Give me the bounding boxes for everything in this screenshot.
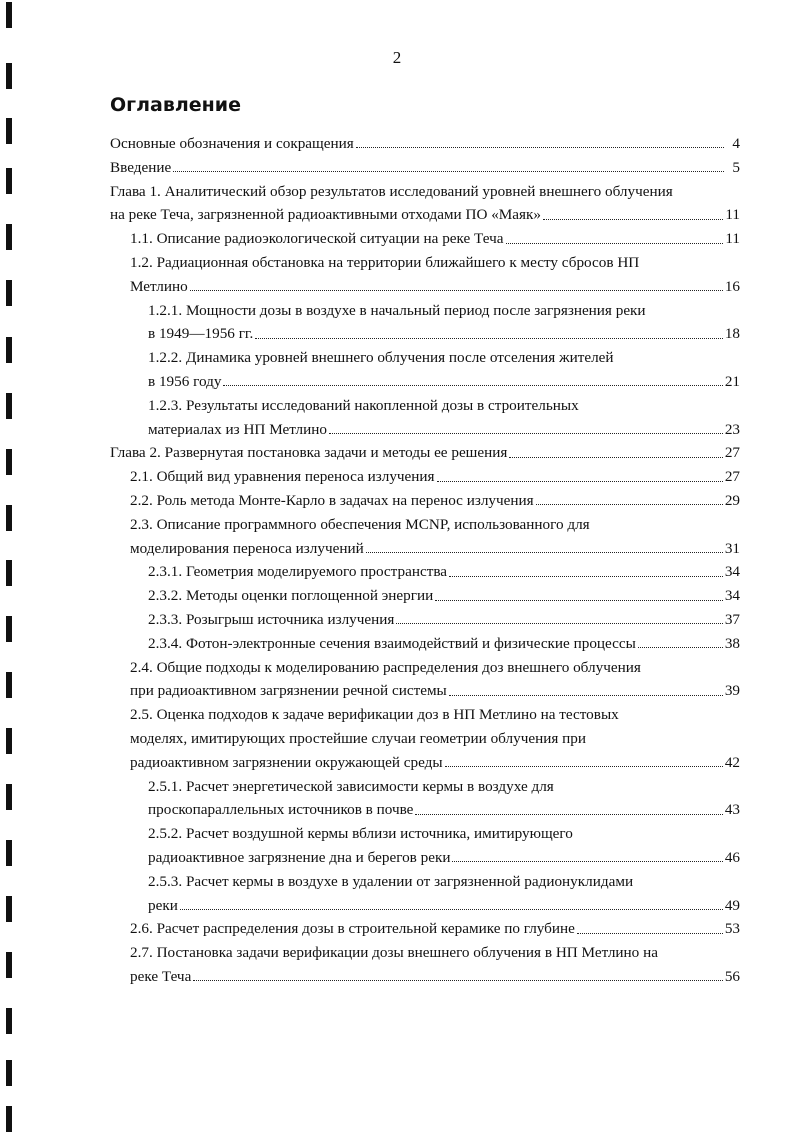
dot-leader [543, 219, 723, 220]
toc-entry-line [110, 441, 740, 465]
scan-margin-bars [0, 0, 20, 1133]
toc-entry[interactable] [110, 513, 740, 561]
toc-page-number: 34 [724, 587, 740, 605]
dot-leader [223, 385, 722, 386]
toc-entry-line [130, 965, 740, 989]
scan-bar [6, 118, 12, 144]
toc-entry[interactable] [110, 870, 740, 918]
scan-bar [6, 393, 12, 419]
toc-entry-text: 2.5.1. Расчет энергетической зависимости кермы в воздухе для [148, 777, 554, 795]
toc-entry[interactable] [110, 775, 740, 823]
scan-bar [6, 224, 12, 250]
toc-entry-line [130, 489, 740, 513]
toc-entry-text: при радиоактивном загрязнении речной системы [130, 682, 447, 700]
scan-bar [6, 168, 12, 194]
toc-entry-text: 2.3.3. Розыгрыш источника излучения [148, 610, 395, 628]
toc-entry-line [110, 203, 740, 227]
toc-entry-text: в 1956 году [148, 372, 222, 390]
toc-entry[interactable] [110, 441, 740, 465]
dot-leader [445, 766, 723, 767]
toc-entry-text: 1.2.1. Мощности дозы в воздухе в начальный период после загрязнения реки [148, 301, 646, 319]
toc-page-number: 5 [732, 158, 740, 176]
dot-leader [449, 576, 723, 577]
toc-entry-line [130, 465, 740, 489]
toc-entry-line [110, 156, 740, 180]
toc-entry[interactable] [110, 132, 740, 156]
toc-page-number: 11 [725, 206, 740, 224]
toc-page-number: 27 [724, 468, 740, 486]
toc-entry-text: 2.5.2. Расчет воздушной кермы вблизи источника, имитирующего [148, 825, 573, 843]
toc-page-number: 4 [732, 135, 740, 152]
toc-page-number: 38 [724, 634, 740, 652]
toc-page-number: 34 [724, 563, 740, 581]
toc-entry-text: радиоактивное загрязнение дна и берегов реки [148, 848, 451, 866]
toc-page-number: 16 [724, 277, 740, 295]
scan-bar [6, 672, 12, 698]
scan-bar [6, 1106, 12, 1132]
toc-entry[interactable] [110, 632, 740, 656]
toc-entry[interactable] [110, 251, 740, 299]
toc-entry-text: на реке Теча, загрязненной радиоактивными отходами ПО «Маяк» [110, 206, 542, 224]
toc-entry-line [130, 917, 740, 941]
toc-page-number: 27 [724, 444, 740, 462]
dot-leader [449, 695, 723, 696]
toc-entry-text: моделирования переноса излучений [130, 539, 364, 557]
scan-bar [6, 784, 12, 810]
scan-bar [6, 337, 12, 363]
toc-title: Оглавление [110, 94, 241, 116]
scan-bar [6, 840, 12, 866]
toc-entry-text: моделях, имитирующих простейшие случаи геометрии облучения при [130, 729, 586, 747]
toc-entry-text: 2.5. Оценка подходов к задаче верификации доз в НП Метлино на тестовых [130, 706, 619, 724]
toc-entry[interactable] [110, 917, 740, 941]
scan-bar [6, 616, 12, 642]
toc-entry-text: материалах из НП Метлино [148, 420, 327, 438]
toc-entry-line [130, 275, 740, 299]
toc-entry-line [130, 679, 740, 703]
toc-entry-text: 2.1. Общий вид уравнения переноса излучения [130, 468, 435, 486]
toc-entry-text: в 1949—1956 гг. [148, 325, 254, 343]
toc-entry-text: Основные обозначения и сокращения [110, 135, 354, 152]
toc-entry-text: радиоактивном загрязнении окружающей среды [130, 753, 443, 771]
toc-entry[interactable] [110, 703, 740, 774]
scan-bar [6, 560, 12, 586]
toc-entry-line [148, 560, 740, 584]
toc-entry-text: реки [148, 896, 178, 914]
toc-entry[interactable] [110, 465, 740, 489]
dot-leader [396, 623, 722, 624]
toc-page-number: 21 [724, 372, 740, 390]
dot-leader [437, 481, 723, 482]
toc-entry[interactable] [110, 608, 740, 632]
toc-page-number: 11 [725, 230, 740, 248]
toc-page-number: 53 [724, 920, 740, 938]
toc-entry-line [148, 418, 740, 442]
toc-entry[interactable] [110, 156, 740, 180]
toc-entry-line [148, 322, 740, 346]
toc-entry[interactable] [110, 584, 740, 608]
toc-entry-text: 2.3.4. Фотон-электронные сечения взаимодействий и физические процессы [148, 634, 636, 652]
toc-entry[interactable] [110, 394, 740, 442]
toc-entry[interactable] [110, 489, 740, 513]
dot-leader [366, 552, 723, 553]
toc-entry-text: Метлино [130, 277, 188, 295]
toc-entry[interactable] [110, 180, 740, 228]
toc-entry-text: 2.3.1. Геометрия моделируемого пространства [148, 563, 448, 581]
toc-page-number: 18 [724, 325, 740, 343]
dot-leader [452, 861, 722, 862]
toc-entry-line [148, 894, 740, 918]
toc-entry-line [130, 227, 740, 251]
toc-entry-line [148, 584, 740, 608]
toc-entry[interactable] [110, 560, 740, 584]
toc-entry-text: 2.2. Роль метода Монте-Карло в задачах на перенос излучения [130, 491, 534, 509]
toc-entry-text: Глава 1. Аналитический обзор результатов исследований уровней внешнего облучения [110, 182, 673, 200]
toc-page-number: 29 [724, 491, 740, 509]
toc-page-number: 56 [724, 967, 740, 985]
toc-entry-line [148, 846, 740, 870]
dot-leader [173, 171, 724, 172]
dot-leader [356, 147, 724, 148]
toc-page-number: 31 [724, 539, 740, 557]
toc-entry-text: 1.2.2. Динамика уровней внешнего облучения после отселения жителей [148, 349, 614, 367]
toc-entry-line [110, 132, 740, 156]
scan-bar [6, 728, 12, 754]
scan-bar [6, 952, 12, 978]
scan-bar [6, 896, 12, 922]
scan-bar [6, 505, 12, 531]
toc-page-number: 42 [724, 753, 740, 771]
dot-leader [180, 909, 723, 910]
scan-bar [6, 280, 12, 306]
toc-page-number: 46 [724, 848, 740, 866]
toc-entry-text: 2.6. Расчет распределения дозы в строительной керамике по глубине [130, 920, 575, 938]
dot-leader [506, 243, 724, 244]
toc-entry-text: 1.2.3. Результаты исследований накопленной дозы в строительных [148, 396, 579, 414]
scan-bar [6, 1008, 12, 1034]
dot-leader [638, 647, 723, 648]
table-of-contents [110, 132, 740, 989]
toc-entry[interactable] [110, 227, 740, 251]
toc-entry[interactable] [110, 822, 740, 870]
toc-entry-text: 1.2. Радиационная обстановка на территории ближайшего к месту сбросов НП [130, 253, 640, 271]
toc-entry-text: проскопараллельных источников в почве [148, 801, 414, 819]
toc-entry[interactable] [110, 656, 740, 704]
dot-leader [509, 457, 722, 458]
toc-entry-text: 2.7. Постановка задачи верификации дозы внешнего облучения в НП Метлино на [130, 944, 658, 962]
toc-entry-text: 1.1. Описание радиоэкологической ситуации на реке Теча [130, 230, 504, 248]
toc-page-number: 37 [724, 610, 740, 628]
toc-entry-text: реке Теча [130, 967, 192, 985]
toc-entry-line [148, 798, 740, 822]
toc-entry-text: 2.4. Общие подходы к моделированию распределения доз внешнего облучения [130, 658, 641, 676]
toc-entry-text: 2.3. Описание программного обеспечения MCNP, использованного для [130, 515, 590, 533]
dot-leader [190, 290, 723, 291]
scan-bar [6, 449, 12, 475]
toc-entry[interactable] [110, 299, 740, 347]
toc-page-number: 49 [724, 896, 740, 914]
toc-page-number: 23 [724, 420, 740, 438]
dot-leader [577, 933, 723, 934]
dot-leader [435, 600, 723, 601]
toc-entry-line [148, 632, 740, 656]
toc-entry-text: 2.5.3. Расчет кермы в воздухе в удалении от загрязненной радионуклидами [148, 872, 634, 890]
toc-page-number: 39 [724, 682, 740, 700]
dot-leader [329, 433, 723, 434]
dot-leader [536, 504, 723, 505]
dot-leader [255, 338, 723, 339]
dot-leader [415, 814, 722, 815]
toc-entry[interactable] [110, 346, 740, 394]
toc-entry-text: Глава 2. Развернутая постановка задачи и методы ее решения [110, 444, 508, 462]
page-number: 2 [392, 48, 402, 67]
toc-entry-text: 2.3.2. Методы оценки поглощенной энергии [148, 587, 434, 605]
scan-bar [6, 1060, 12, 1086]
toc-entry-text: Введение [110, 158, 172, 176]
toc-entry-line [148, 608, 740, 632]
dot-leader [193, 980, 722, 981]
scan-bar [6, 2, 12, 28]
toc-entry-line [130, 751, 740, 775]
toc-page-number: 43 [724, 801, 740, 819]
toc-entry-line [130, 537, 740, 561]
toc-entry[interactable] [110, 941, 740, 989]
toc-entry-line [148, 370, 740, 394]
